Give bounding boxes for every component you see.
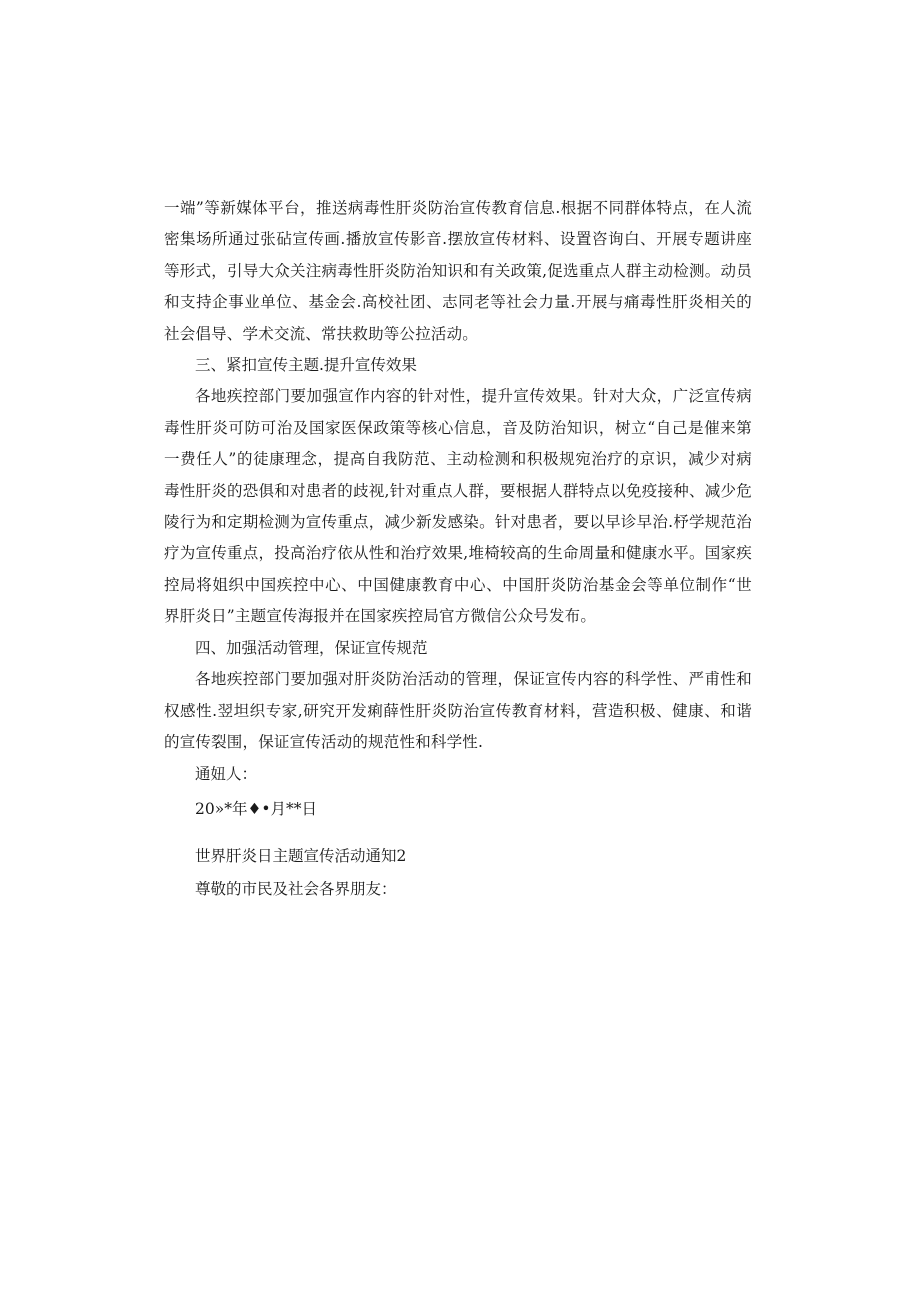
document-body [164, 193, 752, 906]
second-notice-greeting: 尊敬的市民及社会各界朋友： [195, 880, 397, 899]
section-heading-3: 三、紧扣宣传主题.提升宣传效果 [195, 356, 417, 375]
second-notice-title: 世界肝炎日主题宣传活动通知2 [195, 847, 407, 866]
section-heading-4: 四、加强活动管理，保证宣传规范 [195, 638, 428, 657]
notice-date: 20»*年♦•月**日 [195, 800, 317, 819]
notifier-label: 通妞人： [195, 765, 258, 784]
paragraph-media-platforms: 一端”等新媒体平台，推送病毒性肝炎防治宣传教育信息.根据不同群体特点，在人流密集场所通过张砧宣传画.播放宣传影音.摆放宣传材料、设置咨询白、开展专题讲座等形式，引导大众关注病毒性肝炎防治知识和有关政策,促选重点人群主动检测。动员和支持企事业单位、基金会.高校社团、志同老等社会力量.开展与痛毒性肝炎相关的社会倡导、学术交流、常扶救助等公拉活动。 [164, 199, 752, 343]
paragraph-targeted-publicity: 各地疾控部门要加强宣作内容的针对性，提升宣传效果。针对大众，广泛宣传病毒性肝炎可防可治及国家医保政策等核心信息，音及防治知识，树立“自己是催来第一费任人”的徒康理念，提高自我防范、主动检测和积极规宛治疗的京识，减少对病毒性肝炎的恐俱和对患者的歧视,针对重点人群，要根据人群特点以免疫接种、减少危陵行为和定期检测为宣传重点，减少新发感染。针对患者，要以早诊早治.杼学规范治疗为宣传重点，投高治疗依从性和治疗效果,堆椅较高的生命周量和健康水平。国家疾控局将姐织中国疾控中心、中国健康教育中心、中国肝炎防治基金会等单位制作“世界肝炎日”主题宣传海报并在国家疾控局官方微信公众号发布。 [164, 387, 752, 626]
paragraph-activity-management: 各地疾控部门要加强对肝炎防治活动的管理，保证宣传内容的科学性、严甫性和权感性.翌坦织专家,研究开发痢薛性肝炎防治宣传教育材料，营造积极、健康、和谐的宣传裂围，保证宣传活动的规范性和科学性. [164, 670, 752, 751]
